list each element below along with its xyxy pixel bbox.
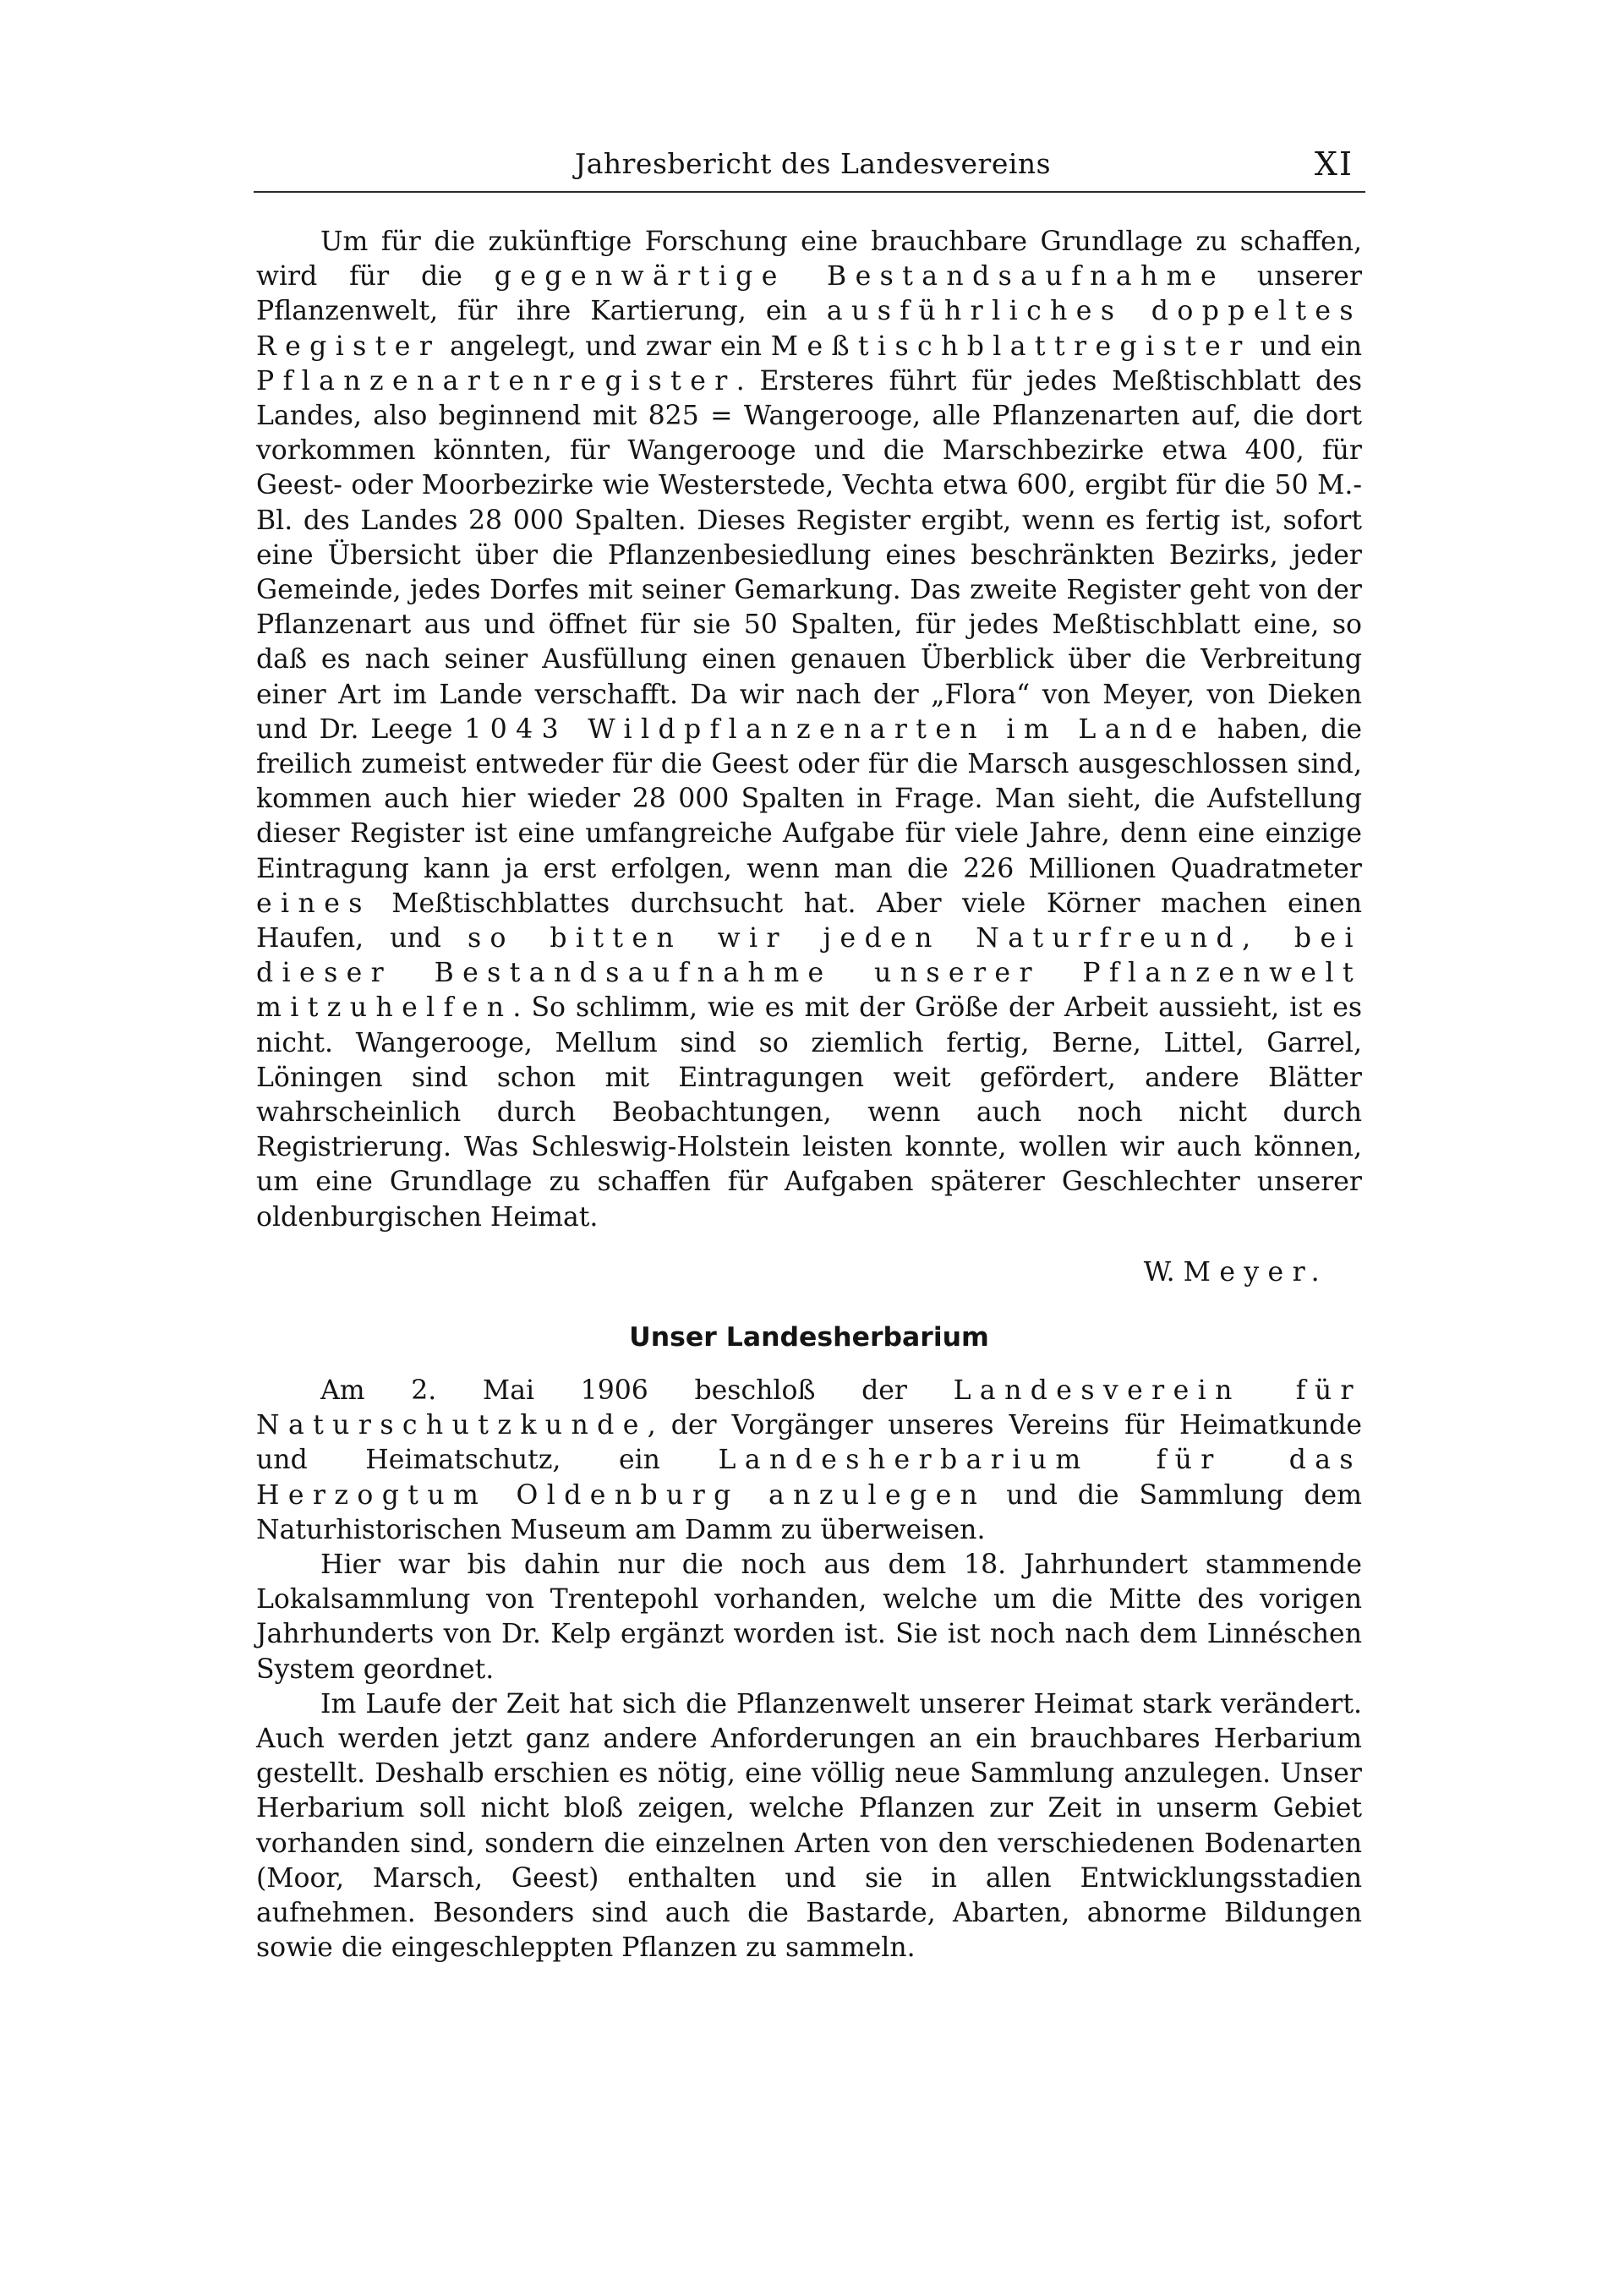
running-header-title: Jahresbericht des Landesvereins <box>575 147 1052 180</box>
page-number: XI <box>1314 145 1354 183</box>
text-run: und die Sammlung dem Naturhistorischen Museum am Damm zu überweisen. <box>256 1479 1362 1545</box>
text-run: Meßtischblattes durchsucht hat. Aber viele Körner machen einen Haufen, und <box>256 888 1362 954</box>
emphasis-spaced: Meßtischblattregister <box>770 331 1251 362</box>
author-signature <box>256 1255 1328 1290</box>
section-paragraph <box>256 1374 1362 1548</box>
page-body <box>256 225 1362 1965</box>
emphasis-spaced: Landesverein für Naturschutzkunde <box>256 1375 1362 1441</box>
text-run: . So schlimm, wie es mit der Größe der Arbeit aussieht, ist es nicht. Wangerooge, Mellum sind so ziemlich fertig, Berne, Littel, Garrel, Löningen sind schon mit Eintragungen weit gefördert, andere Blätter wahrscheinlich durch Beobachtungen, wenn auch noch nicht durch Registrierung. Was Schleswig-Holstein leisten konnte, wollen wir auch können, um eine Grundlage zu schaffen für Aufgaben späterer Geschlechter unserer oldenburgischen Heimat. <box>256 992 1362 1233</box>
text-run: . Ersteres führt für jedes Meßtischblatt des Landes, also beginnend mit 825 = Wangerooge, alle Pflanzenarten auf, die dort vorkommen könnten, für Wangerooge und die Marschbezirke etwa 400, für Geest- oder Moorbezirke wie Westerstede, Vechta etwa 600, ergibt für die 50 M.-Bl. des Landes 28 000 Spalten. Dieses Register ergibt, wenn es fertig ist, sofort eine Übersicht über die Pflanzenbesiedlung eines beschränkten Bezirks, jeder Gemeinde, jedes Dorfes mit seiner Gemarkung. Das zweite Register geht von der Pflanzenart aus und öffnet für sie 50 Spalten, für jedes Meßtischblatt eine, so daß es nach seiner Ausfüllung einen genauen Überblick über die Verbreitung einer Art im Lande verschafft. Da wir nach der „Flora“ von Meyer, von Dieken und Dr. Leege <box>256 365 1362 745</box>
running-header <box>254 142 1365 196</box>
emphasis-spaced: 1043 Wildpflanzenarten im Lande <box>464 713 1206 745</box>
emphasis-spaced: gegenwärtige Bestandsaufnahme <box>494 261 1225 292</box>
text-run: Im Laufe der Zeit hat sich die Pflanzenwelt unserer Heimat stark verändert. Auch werden jetzt ganz andere Anforderungen an ein brauchbares Herbarium gestellt. Deshalb erschien es nötig, eine völlig neue Sammlung anzulegen. Unser Herbarium soll nicht bloß zeigen, welche Pflanzen zur Zeit in unserm Gebiet vorhanden sind, sondern die einzelnen Arten von den verschiedenen Bodenarten (Moor, Marsch, Geest) enthalten und sie in allen Entwicklungsstadien aufnehmen. Besonders sind auch die Bastarde, Abarten, abnorme Bildungen sowie die eingeschleppten Pflanzen zu sammeln. <box>256 1688 1362 1964</box>
signature-name: Meyer. <box>1183 1256 1328 1287</box>
emphasis-spaced: ausführliches doppeltes Register <box>256 296 1362 362</box>
text-run: angelegt, und zwar ein <box>440 331 771 362</box>
section-paragraph <box>256 1548 1362 1687</box>
emphasis-spaced: Landesherbarium für das Herzogtum Oldenburg anzulegen <box>256 1445 1362 1511</box>
header-rule <box>254 191 1365 193</box>
text-run: Am 2. Mai 1906 beschloß der <box>320 1375 954 1406</box>
section-paragraph <box>256 1687 1362 1966</box>
text-run: haben, die freilich zumeist entweder für die Geest oder für die Marsch ausgeschlossen sind, kommen auch hier wieder 28 000 Spalten in Frage. Man sieht, die Aufstellung dieser Register ist eine umfangreiche Aufgabe für viele Jahre, denn eine einzige Eintragung kann ja erst erfolgen, wenn man die 226 Millionen Quadratmeter <box>256 713 1362 884</box>
text-run: Um für die zukünftige Forschung eine brauchbare Grundlage zu schaffen, wird für die <box>256 227 1362 292</box>
signature-initial: W. <box>1143 1256 1184 1287</box>
emphasis-spaced: Pflanzenartenregister <box>256 365 736 396</box>
text-run: und ein <box>1250 331 1362 362</box>
article-paragraph <box>256 225 1362 1235</box>
emphasis-spaced: eines <box>256 888 371 919</box>
emphasis-spaced: so bitten wir jeden Naturfreund, bei dieser Bestandsaufnahme unserer Pflanzenwelt mitzuhelfen <box>256 923 1362 1024</box>
text-run: Hier war bis dahin nur die noch aus dem 18. Jahrhundert stammende Lokalsammlung von Trentepohl vorhanden, welche um die Mitte des vorigen Jahrhunderts von Dr. Kelp ergänzt worden ist. Sie ist noch nach dem Linnéschen System geordnet. <box>256 1549 1362 1685</box>
text-run: , der Vorgänger unseres Vereins für Heimatkunde und Heimatschutz, ein <box>256 1410 1362 1476</box>
section-heading: Unser Landesherbarium <box>629 1321 989 1353</box>
text-run: unserer Pflanzenwelt, für ihre Kartierung, ein <box>256 261 1363 327</box>
